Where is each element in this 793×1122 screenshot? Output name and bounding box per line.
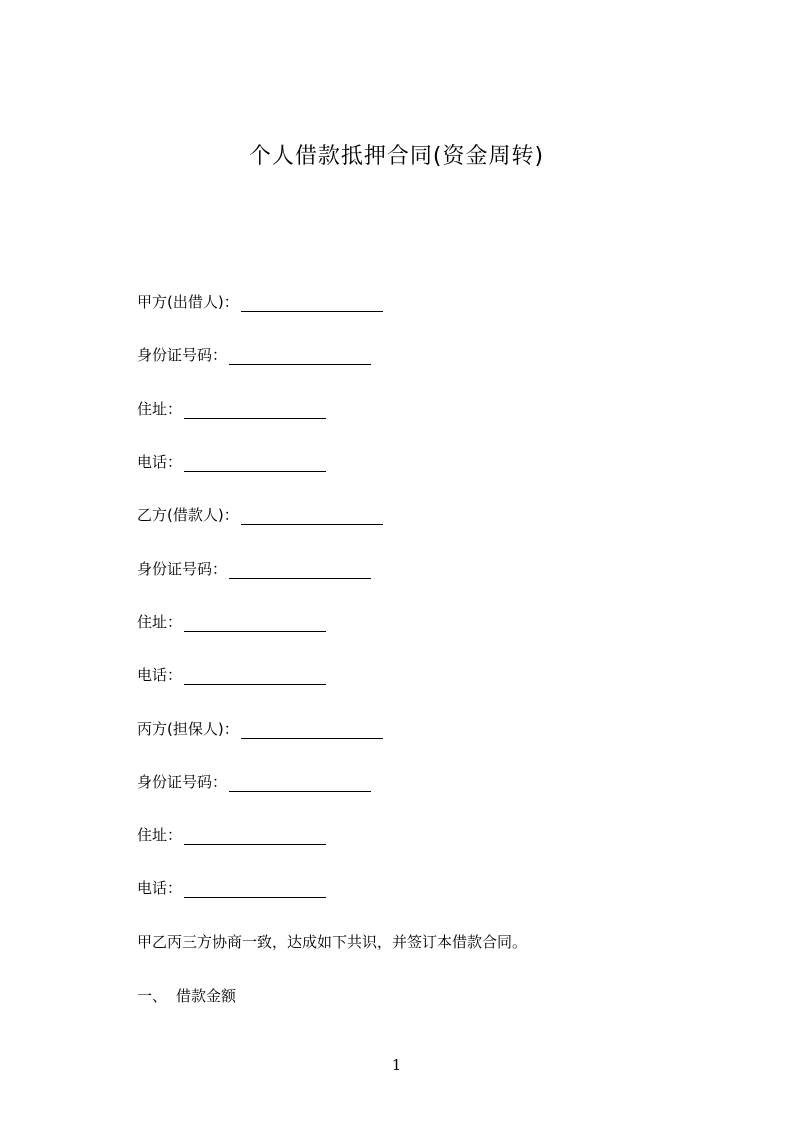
borrower-id-blank [229, 563, 371, 579]
guarantor-name-field [137, 719, 383, 739]
borrower-name-blank [241, 509, 383, 525]
document-title: 个人借款抵押合同(资金周转) [248, 144, 545, 169]
guarantor-name-label: 丙方(担保人)： [137, 720, 239, 738]
guarantor-phone-field [137, 878, 326, 898]
borrower-name-label: 乙方(借款人)： [137, 506, 239, 524]
lender-address-field [137, 399, 326, 419]
lender-id-field [137, 345, 371, 365]
borrower-phone-blank [184, 669, 326, 685]
lender-id-label: 身份证号码： [137, 346, 228, 364]
lender-name-blank [241, 296, 383, 312]
guarantor-id-blank [229, 776, 371, 792]
lender-phone-field [137, 452, 326, 472]
guarantor-address-label: 住址： [137, 826, 183, 844]
borrower-phone-label: 电话： [137, 666, 183, 684]
agreement-paragraph: 甲乙丙三方协商一致，达成如下共识，并签订本借款合同。 [137, 933, 528, 951]
borrower-id-label: 身份证号码： [137, 560, 228, 578]
guarantor-id-field [137, 772, 371, 792]
lender-name-label: 甲方(出借人)： [137, 293, 239, 311]
guarantor-id-label: 身份证号码： [137, 773, 228, 791]
borrower-name-field [137, 505, 383, 525]
lender-phone-blank [184, 456, 326, 472]
section-number: 一、 [137, 987, 168, 1005]
guarantor-phone-label: 电话： [137, 879, 183, 897]
lender-name-field [137, 292, 383, 312]
lender-address-label: 住址： [137, 400, 183, 418]
guarantor-name-blank [241, 723, 383, 739]
borrower-address-blank [184, 616, 326, 632]
guarantor-address-blank [184, 829, 326, 845]
guarantor-phone-blank [184, 882, 326, 898]
borrower-id-field [137, 559, 371, 579]
guarantor-address-field [137, 825, 326, 845]
section-title: 借款金额 [176, 987, 237, 1005]
page-number: 1 [391, 1056, 402, 1074]
lender-phone-label: 电话： [137, 453, 183, 471]
lender-id-blank [229, 349, 371, 365]
borrower-address-label: 住址： [137, 613, 183, 631]
borrower-address-field [137, 612, 326, 632]
borrower-phone-field [137, 665, 326, 685]
section-heading-loan-amount [137, 986, 236, 1006]
lender-address-blank [184, 403, 326, 419]
